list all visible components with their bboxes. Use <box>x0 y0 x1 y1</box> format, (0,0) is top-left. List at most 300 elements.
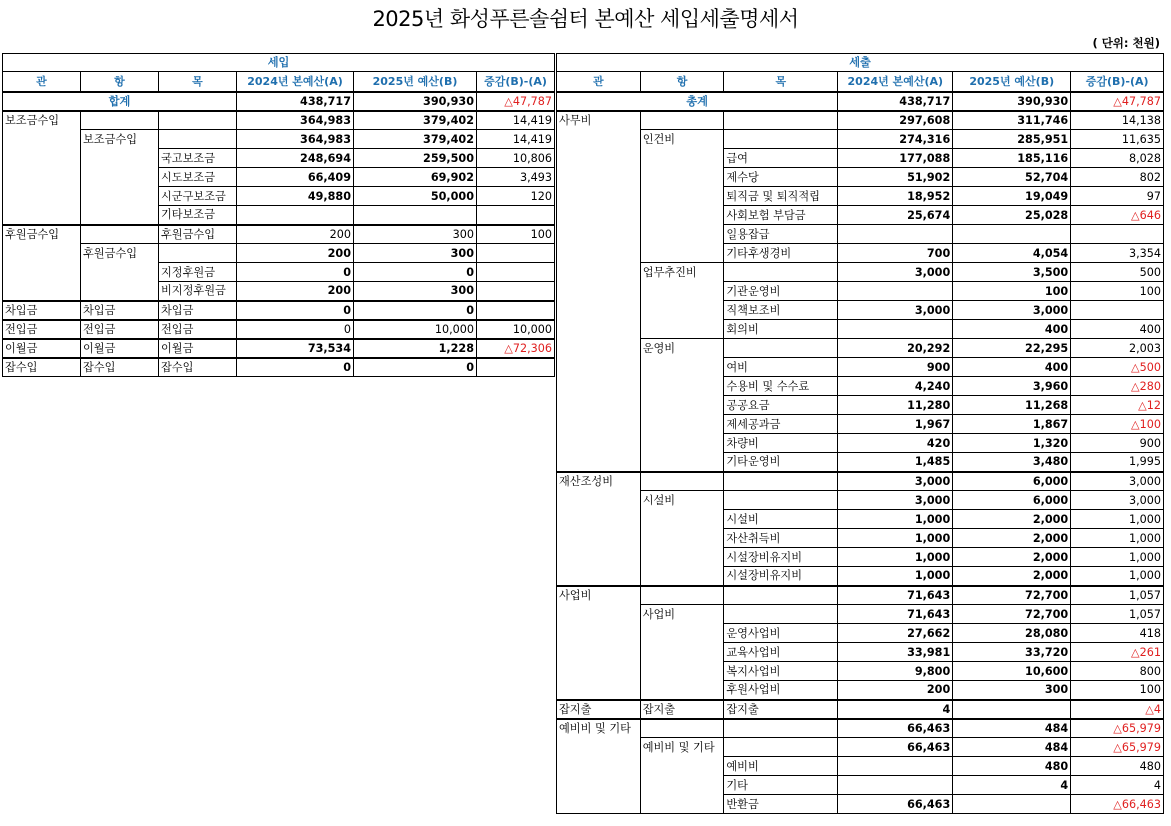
revenue-mok-cell <box>159 130 237 149</box>
expenditure-hang-cell <box>640 529 724 548</box>
expenditure-hang-cell <box>640 187 724 206</box>
revenue-value-a: 364,983 <box>237 111 354 130</box>
expenditure-value-b: 6,000 <box>953 472 1071 491</box>
expenditure-value-diff: 97 <box>1071 187 1164 206</box>
table-row <box>557 149 1164 168</box>
expenditure-total-label: 총계 <box>557 92 838 111</box>
revenue-mok-cell: 지정후원금 <box>159 263 237 282</box>
revenue-value-diff <box>477 301 555 320</box>
expenditure-value-a: 25,674 <box>838 206 953 225</box>
revenue-gwan-cell: 차입금 <box>3 301 81 320</box>
revenue-total-a: 438,717 <box>237 92 354 111</box>
table-row <box>557 225 1164 244</box>
revenue-table <box>2 53 555 377</box>
table-row <box>3 149 555 168</box>
expenditure-hang-cell <box>640 358 724 377</box>
table-row <box>557 263 1164 282</box>
revenue-value-b: 10,000 <box>354 320 477 339</box>
expenditure-value-b: 2,000 <box>953 510 1071 529</box>
expenditure-value-a: 177,088 <box>838 149 953 168</box>
expenditure-gwan-cell <box>557 396 641 415</box>
expenditure-value-a <box>838 282 953 301</box>
table-row <box>557 206 1164 225</box>
expenditure-value-diff <box>1071 301 1164 320</box>
expenditure-gwan-cell <box>557 301 641 320</box>
expenditure-gwan-cell <box>557 187 641 206</box>
expenditure-gwan-cell <box>557 738 641 757</box>
expenditure-gwan-cell <box>557 529 641 548</box>
expenditure-value-diff: △646 <box>1071 206 1164 225</box>
expenditure-value-b: 1,320 <box>953 434 1071 453</box>
table-row <box>557 130 1164 149</box>
revenue-value-b <box>354 206 477 225</box>
revenue-col-header: 목 <box>159 72 237 92</box>
table-row <box>557 567 1164 586</box>
expenditure-value-a: 3,000 <box>838 301 953 320</box>
expenditure-value-diff: 480 <box>1071 757 1164 776</box>
revenue-mok-cell: 차입금 <box>159 301 237 320</box>
revenue-mok-cell <box>159 244 237 263</box>
expenditure-hang-cell <box>640 377 724 396</box>
expenditure-value-a: 20,292 <box>838 339 953 358</box>
expenditure-gwan-cell <box>557 453 641 472</box>
expenditure-gwan-cell <box>557 662 641 681</box>
expenditure-value-diff: △65,979 <box>1071 719 1164 738</box>
expenditure-gwan-cell <box>557 339 641 358</box>
revenue-value-a: 200 <box>237 244 354 263</box>
expenditure-value-diff: 4 <box>1071 776 1164 795</box>
expenditure-hang-cell <box>640 244 724 263</box>
expenditure-hang-cell <box>640 510 724 529</box>
table-row <box>3 111 555 130</box>
expenditure-value-a: 700 <box>838 244 953 263</box>
expenditure-hang-cell <box>640 643 724 662</box>
expenditure-mok-cell: 자산취득비 <box>724 529 838 548</box>
table-row <box>3 301 555 320</box>
revenue-value-a: 364,983 <box>237 130 354 149</box>
table-row <box>557 719 1164 738</box>
expenditure-section-row <box>557 54 1164 72</box>
expenditure-mok-cell: 기타후생경비 <box>724 244 838 263</box>
expenditure-value-b: 311,746 <box>953 111 1071 130</box>
revenue-value-b: 379,402 <box>354 111 477 130</box>
expenditure-gwan-cell <box>557 491 641 510</box>
expenditure-value-b: 6,000 <box>953 491 1071 510</box>
expenditure-hang-cell <box>640 662 724 681</box>
expenditure-value-a: 71,643 <box>838 586 953 605</box>
expenditure-value-b: 52,704 <box>953 168 1071 187</box>
table-row <box>3 187 555 206</box>
expenditure-mok-cell: 후원사업비 <box>724 681 838 700</box>
expenditure-value-diff: 1,995 <box>1071 453 1164 472</box>
revenue-mok-cell: 잡수입 <box>159 358 237 377</box>
revenue-value-a: 49,880 <box>237 187 354 206</box>
expenditure-value-a: 3,000 <box>838 491 953 510</box>
expenditure-mok-cell <box>724 130 838 149</box>
revenue-value-a: 200 <box>237 225 354 244</box>
expenditure-hang-cell <box>640 624 724 643</box>
table-row <box>557 434 1164 453</box>
revenue-value-b: 1,228 <box>354 339 477 358</box>
expenditure-value-a: 1,000 <box>838 548 953 567</box>
revenue-mok-cell: 비지정후원금 <box>159 282 237 301</box>
expenditure-col-header: 목 <box>724 72 838 92</box>
expenditure-mok-cell: 기타 <box>724 776 838 795</box>
expenditure-value-b: 19,049 <box>953 187 1071 206</box>
expenditure-value-diff: 1,000 <box>1071 567 1164 586</box>
expenditure-mok-cell: 사회보험 부담금 <box>724 206 838 225</box>
expenditure-value-diff: 14,138 <box>1071 111 1164 130</box>
expenditure-value-diff: 2,003 <box>1071 339 1164 358</box>
revenue-gwan-cell <box>3 149 81 168</box>
revenue-hang-cell <box>81 263 159 282</box>
table-row <box>3 339 555 358</box>
table-row <box>557 548 1164 567</box>
expenditure-value-diff: △66,463 <box>1071 795 1164 814</box>
revenue-value-a: 0 <box>237 263 354 282</box>
table-row <box>557 396 1164 415</box>
expenditure-value-b: 11,268 <box>953 396 1071 415</box>
expenditure-hang-cell: 인건비 <box>640 130 724 149</box>
revenue-gwan-cell: 보조금수입 <box>3 111 81 130</box>
expenditure-mok-cell <box>724 111 838 130</box>
expenditure-gwan-cell <box>557 776 641 795</box>
revenue-total-row <box>3 92 555 111</box>
expenditure-value-a: 1,000 <box>838 567 953 586</box>
revenue-total-diff: △47,787 <box>477 92 555 111</box>
expenditure-mok-cell <box>724 339 838 358</box>
expenditure-value-a: 1,485 <box>838 453 953 472</box>
expenditure-gwan-cell <box>557 168 641 187</box>
revenue-gwan-cell <box>3 168 81 187</box>
expenditure-value-diff: 3,354 <box>1071 244 1164 263</box>
revenue-hang-cell: 보조금수입 <box>81 130 159 149</box>
expenditure-hang-cell <box>640 548 724 567</box>
table-row <box>3 263 555 282</box>
expenditure-gwan-cell <box>557 624 641 643</box>
expenditure-value-a: 1,967 <box>838 415 953 434</box>
expenditure-col-header: 2024년 본예산(A) <box>838 72 953 92</box>
expenditure-value-b <box>953 795 1071 814</box>
table-row <box>557 320 1164 339</box>
expenditure-mok-cell: 공공요금 <box>724 396 838 415</box>
table-row <box>557 624 1164 643</box>
table-row <box>557 377 1164 396</box>
expenditure-mok-cell: 기관운영비 <box>724 282 838 301</box>
expenditure-gwan-cell <box>557 605 641 624</box>
expenditure-value-diff: 1,057 <box>1071 586 1164 605</box>
table-row <box>557 795 1164 814</box>
revenue-hang-cell <box>81 206 159 225</box>
table-row <box>557 472 1164 491</box>
expenditure-mok-cell: 여비 <box>724 358 838 377</box>
expenditure-hang-cell <box>640 206 724 225</box>
expenditure-total-a: 438,717 <box>838 92 953 111</box>
expenditure-mok-cell: 퇴직금 및 퇴직적립 <box>724 187 838 206</box>
revenue-hang-cell: 잡수입 <box>81 358 159 377</box>
revenue-mok-cell: 후원금수입 <box>159 225 237 244</box>
expenditure-mok-cell: 예비비 <box>724 757 838 776</box>
expenditure-value-diff: △500 <box>1071 358 1164 377</box>
expenditure-value-diff: △100 <box>1071 415 1164 434</box>
expenditure-value-b: 2,000 <box>953 529 1071 548</box>
expenditure-value-a: 900 <box>838 358 953 377</box>
table-row <box>557 453 1164 472</box>
expenditure-value-a: 3,000 <box>838 263 953 282</box>
expenditure-mok-cell: 기타운영비 <box>724 453 838 472</box>
expenditure-value-b: 2,000 <box>953 567 1071 586</box>
expenditure-hang-cell <box>640 776 724 795</box>
revenue-value-diff <box>477 263 555 282</box>
expenditure-gwan-cell <box>557 377 641 396</box>
revenue-gwan-cell <box>3 187 81 206</box>
expenditure-hang-cell <box>640 681 724 700</box>
unit-label: ( 단위: 천원) <box>1092 36 1160 50</box>
expenditure-col-header: 증감(B)-(A) <box>1071 72 1164 92</box>
table-row <box>557 282 1164 301</box>
expenditure-mok-cell: 수용비 및 수수료 <box>724 377 838 396</box>
expenditure-value-diff: △280 <box>1071 377 1164 396</box>
table-row <box>557 301 1164 320</box>
revenue-mok-cell: 국고보조금 <box>159 149 237 168</box>
expenditure-gwan-cell <box>557 510 641 529</box>
expenditure-value-a: 9,800 <box>838 662 953 681</box>
table-row <box>557 605 1164 624</box>
expenditure-value-b: 22,295 <box>953 339 1071 358</box>
expenditure-value-b: 10,600 <box>953 662 1071 681</box>
expenditure-mok-cell <box>724 719 838 738</box>
expenditure-mok-cell <box>724 738 838 757</box>
expenditure-value-b: 4 <box>953 776 1071 795</box>
expenditure-gwan-cell <box>557 415 641 434</box>
table-row <box>3 320 555 339</box>
expenditure-mok-cell: 직책보조비 <box>724 301 838 320</box>
expenditure-mok-cell: 일용잡급 <box>724 225 838 244</box>
revenue-hang-cell <box>81 168 159 187</box>
revenue-hang-cell: 차입금 <box>81 301 159 320</box>
revenue-gwan-cell: 이월금 <box>3 339 81 358</box>
revenue-value-diff: 100 <box>477 225 555 244</box>
revenue-col-header: 2025년 예산(B) <box>354 72 477 92</box>
revenue-value-a: 0 <box>237 301 354 320</box>
expenditure-gwan-cell <box>557 282 641 301</box>
table-row <box>557 111 1164 130</box>
expenditure-gwan-cell: 잡지출 <box>557 700 641 719</box>
revenue-value-b: 69,902 <box>354 168 477 187</box>
expenditure-mok-cell: 복지사업비 <box>724 662 838 681</box>
revenue-value-b: 50,000 <box>354 187 477 206</box>
revenue-value-b: 0 <box>354 263 477 282</box>
expenditure-value-diff: △65,979 <box>1071 738 1164 757</box>
expenditure-hang-cell <box>640 472 724 491</box>
expenditure-hang-cell: 시설비 <box>640 491 724 510</box>
expenditure-gwan-cell <box>557 358 641 377</box>
revenue-col-header: 항 <box>81 72 159 92</box>
expenditure-hang-cell <box>640 567 724 586</box>
expenditure-value-a: 274,316 <box>838 130 953 149</box>
expenditure-value-b: 3,500 <box>953 263 1071 282</box>
expenditure-mok-cell <box>724 263 838 282</box>
expenditure-gwan-cell: 사무비 <box>557 111 641 130</box>
expenditure-hang-cell: 예비비 및 기타 <box>640 738 724 757</box>
revenue-gwan-cell: 후원금수입 <box>3 225 81 244</box>
revenue-hang-cell <box>81 149 159 168</box>
table-row <box>557 586 1164 605</box>
revenue-hang-cell <box>81 225 159 244</box>
revenue-mok-cell <box>159 111 237 130</box>
expenditure-value-diff: △4 <box>1071 700 1164 719</box>
table-row <box>557 700 1164 719</box>
expenditure-value-a <box>838 225 953 244</box>
revenue-total-b: 390,930 <box>354 92 477 111</box>
revenue-hang-cell <box>81 282 159 301</box>
expenditure-gwan-cell <box>557 795 641 814</box>
revenue-section-row <box>3 54 555 72</box>
expenditure-value-diff: 800 <box>1071 662 1164 681</box>
revenue-hang-cell <box>81 111 159 130</box>
expenditure-gwan-cell <box>557 434 641 453</box>
expenditure-mok-cell: 제수당 <box>724 168 838 187</box>
expenditure-hang-cell <box>640 453 724 472</box>
expenditure-value-a: 4,240 <box>838 377 953 396</box>
expenditure-section-label: 세출 <box>557 54 1164 72</box>
expenditure-gwan-cell: 예비비 및 기타 <box>557 719 641 738</box>
expenditure-value-b: 400 <box>953 358 1071 377</box>
expenditure-mok-cell: 시설비 <box>724 510 838 529</box>
expenditure-hang-cell <box>640 396 724 415</box>
expenditure-col-header: 항 <box>640 72 724 92</box>
table-row <box>557 358 1164 377</box>
revenue-col-header: 2024년 본예산(A) <box>237 72 354 92</box>
expenditure-gwan-cell <box>557 567 641 586</box>
expenditure-value-diff: 900 <box>1071 434 1164 453</box>
expenditure-gwan-cell <box>557 206 641 225</box>
expenditure-gwan-cell <box>557 320 641 339</box>
revenue-value-a <box>237 206 354 225</box>
expenditure-value-diff: 1,000 <box>1071 529 1164 548</box>
expenditure-value-diff: 3,000 <box>1071 491 1164 510</box>
expenditure-value-diff: △12 <box>1071 396 1164 415</box>
table-row <box>557 491 1164 510</box>
expenditure-value-diff: △261 <box>1071 643 1164 662</box>
expenditure-value-b: 72,700 <box>953 605 1071 624</box>
expenditure-gwan-cell <box>557 548 641 567</box>
expenditure-total-diff: △47,787 <box>1071 92 1164 111</box>
expenditure-gwan-cell <box>557 225 641 244</box>
expenditure-value-a <box>838 320 953 339</box>
expenditure-mok-cell <box>724 491 838 510</box>
table-row <box>3 358 555 377</box>
revenue-value-diff: 120 <box>477 187 555 206</box>
revenue-value-b: 300 <box>354 244 477 263</box>
expenditure-gwan-cell <box>557 681 641 700</box>
expenditure-value-b: 185,116 <box>953 149 1071 168</box>
table-row <box>557 757 1164 776</box>
expenditure-value-a: 3,000 <box>838 472 953 491</box>
revenue-mok-cell: 전입금 <box>159 320 237 339</box>
expenditure-hang-cell: 운영비 <box>640 339 724 358</box>
expenditure-gwan-cell: 사업비 <box>557 586 641 605</box>
expenditure-value-diff: 1,000 <box>1071 510 1164 529</box>
revenue-gwan-cell: 잡수입 <box>3 358 81 377</box>
revenue-value-a: 66,409 <box>237 168 354 187</box>
expenditure-hang-cell <box>640 719 724 738</box>
expenditure-value-b: 400 <box>953 320 1071 339</box>
expenditure-gwan-cell <box>557 244 641 263</box>
expenditure-gwan-cell: 재산조성비 <box>557 472 641 491</box>
expenditure-value-b: 33,720 <box>953 643 1071 662</box>
expenditure-hang-cell <box>640 111 724 130</box>
expenditure-value-a: 71,643 <box>838 605 953 624</box>
revenue-value-a: 248,694 <box>237 149 354 168</box>
revenue-value-b: 300 <box>354 282 477 301</box>
revenue-col-header: 증감(B)-(A) <box>477 72 555 92</box>
table-row <box>3 168 555 187</box>
revenue-col-header: 관 <box>3 72 81 92</box>
expenditure-value-diff: 100 <box>1071 282 1164 301</box>
expenditure-gwan-cell <box>557 643 641 662</box>
expenditure-hang-cell <box>640 282 724 301</box>
expenditure-value-b: 25,028 <box>953 206 1071 225</box>
revenue-value-diff <box>477 244 555 263</box>
table-row <box>557 244 1164 263</box>
expenditure-value-b: 484 <box>953 719 1071 738</box>
expenditure-gwan-cell <box>557 757 641 776</box>
table-row <box>557 738 1164 757</box>
revenue-hang-cell: 전입금 <box>81 320 159 339</box>
expenditure-hang-cell <box>640 795 724 814</box>
expenditure-mok-cell: 시설장비유지비 <box>724 548 838 567</box>
expenditure-col-header: 관 <box>557 72 641 92</box>
expenditure-value-diff: 1,000 <box>1071 548 1164 567</box>
expenditure-value-a: 1,000 <box>838 510 953 529</box>
expenditure-hang-cell: 사업비 <box>640 605 724 624</box>
expenditure-value-a <box>838 757 953 776</box>
revenue-value-b: 379,402 <box>354 130 477 149</box>
expenditure-hang-cell: 업무추진비 <box>640 263 724 282</box>
expenditure-header-row <box>557 72 1164 92</box>
expenditure-value-b: 484 <box>953 738 1071 757</box>
revenue-value-b: 300 <box>354 225 477 244</box>
table-row <box>557 168 1164 187</box>
table-row <box>557 529 1164 548</box>
expenditure-total-b: 390,930 <box>953 92 1071 111</box>
revenue-value-diff: 10,806 <box>477 149 555 168</box>
expenditure-value-a: 18,952 <box>838 187 953 206</box>
expenditure-value-a: 27,662 <box>838 624 953 643</box>
revenue-value-a: 200 <box>237 282 354 301</box>
revenue-value-a: 0 <box>237 320 354 339</box>
table-row <box>3 225 555 244</box>
revenue-value-diff: 14,419 <box>477 111 555 130</box>
revenue-value-b: 0 <box>354 358 477 377</box>
expenditure-mok-cell: 급여 <box>724 149 838 168</box>
expenditure-value-a: 4 <box>838 700 953 719</box>
expenditure-col-header: 2025년 예산(B) <box>953 72 1071 92</box>
expenditure-value-diff: 1,057 <box>1071 605 1164 624</box>
expenditure-value-diff: 8,028 <box>1071 149 1164 168</box>
page-title: 2025년 화성푸른솔쉼터 본예산 세입세출명세서 <box>372 7 799 31</box>
expenditure-hang-cell: 잡지출 <box>640 700 724 719</box>
expenditure-value-diff <box>1071 225 1164 244</box>
revenue-value-diff: △72,306 <box>477 339 555 358</box>
expenditure-value-b: 300 <box>953 681 1071 700</box>
expenditure-mok-cell: 시설장비유지비 <box>724 567 838 586</box>
expenditure-value-b <box>953 225 1071 244</box>
expenditure-value-a: 297,608 <box>838 111 953 130</box>
table-row <box>3 130 555 149</box>
table-row <box>557 643 1164 662</box>
